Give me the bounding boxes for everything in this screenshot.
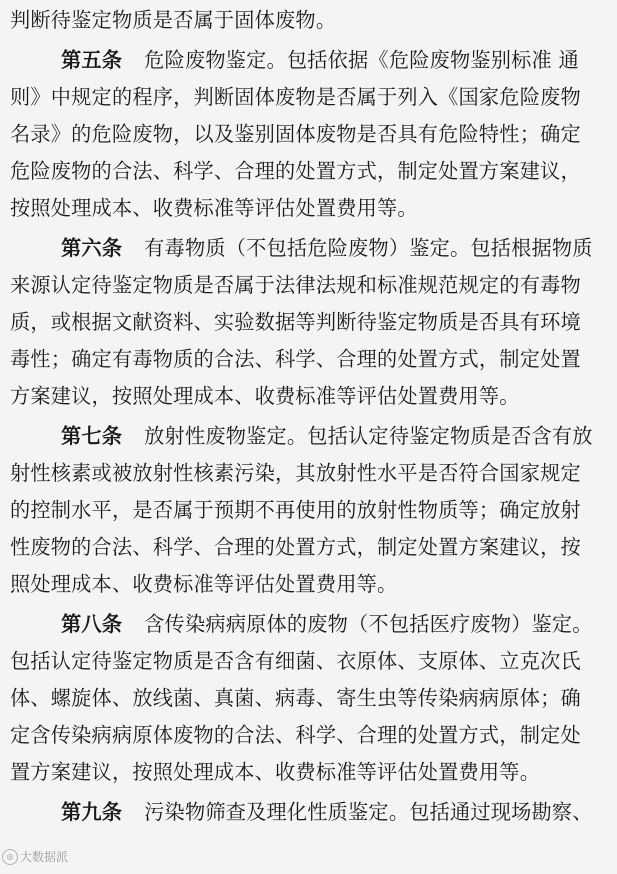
article-7-title: 放射性废物鉴定。包括认定待鉴定物质是否含有放	[144, 424, 593, 448]
text-line: 危险废物的合法、科学、合理的处置方式，制定处置方案建议，	[10, 159, 581, 183]
article-5-heading: 第五条	[61, 48, 123, 72]
text-line: 按照处理成本、收费标准等评估处置费用等。	[10, 196, 418, 220]
text-line: 来源认定待鉴定物质是否属于法律法规和标准规范规定的有毒物	[10, 273, 581, 297]
article-6-title: 有毒物质（不包括危险废物）鉴定。包括根据物质	[144, 236, 593, 260]
text-line: 名录》的危险废物，以及鉴别固体废物是否具有危险特性；确定	[10, 122, 581, 146]
article-6-first-line	[10, 230, 617, 267]
article-7-heading: 第七条	[61, 424, 123, 448]
text-line: 质，或根据文献资料、实验数据等判断待鉴定物质是否具有环境	[10, 310, 581, 334]
article-9-title: 污染物筛查及理化性质鉴定。包括通过现场勘察、	[144, 800, 593, 824]
article-8-heading: 第八条	[61, 612, 123, 636]
text-line: 毒性；确定有毒物质的合法、科学、合理的处置方式，制定处置	[10, 347, 581, 371]
text-line: 置方案建议，按照处理成本、收费标准等评估处置费用等。	[10, 760, 541, 784]
watermark-text: 大数据派	[20, 850, 69, 864]
article-5-title: 危险废物鉴定。包括依据《危险废物鉴别标准 通	[144, 48, 579, 72]
text-line: 则》中规定的程序，判断固体废物是否属于列入《国家危险废物	[10, 85, 581, 109]
text-line: 定含传染病病原体废物的合法、科学、合理的处置方式，制定处	[10, 723, 581, 747]
weibo-icon: ◎	[2, 849, 18, 865]
article-8-title: 含传染病病原体的废物（不包括医疗废物）鉴定。	[144, 612, 593, 636]
text-line: 方案建议，按照处理成本、收费标准等评估处置费用等。	[10, 384, 520, 408]
article-8-first-line	[10, 606, 617, 643]
article-9-first-line	[10, 794, 617, 831]
article-7-first-line	[10, 418, 617, 455]
article-9-heading: 第九条	[61, 800, 123, 824]
text-line: 包括认定待鉴定物质是否含有细菌、衣原体、支原体、立克次氏	[10, 649, 581, 673]
article-5-first-line	[10, 42, 617, 79]
watermark	[2, 848, 68, 865]
text-line: 射性核素或被放射性核素污染，其放射性水平是否符合国家规定	[10, 461, 581, 485]
article-6-heading: 第六条	[61, 236, 123, 260]
text-line: 体、螺旋体、放线菌、真菌、病毒、寄生虫等传染病病原体；确	[10, 686, 581, 710]
text-line: 性废物的合法、科学、合理的处置方式，制定处置方案建议，按	[10, 535, 581, 559]
text-line: 判断待鉴定物质是否属于固体废物。	[10, 8, 337, 32]
text-line: 的控制水平，是否属于预期不再使用的放射性物质等；确定放射	[10, 498, 581, 522]
text-line: 照处理成本、收费标准等评估处置费用等。	[10, 572, 398, 596]
